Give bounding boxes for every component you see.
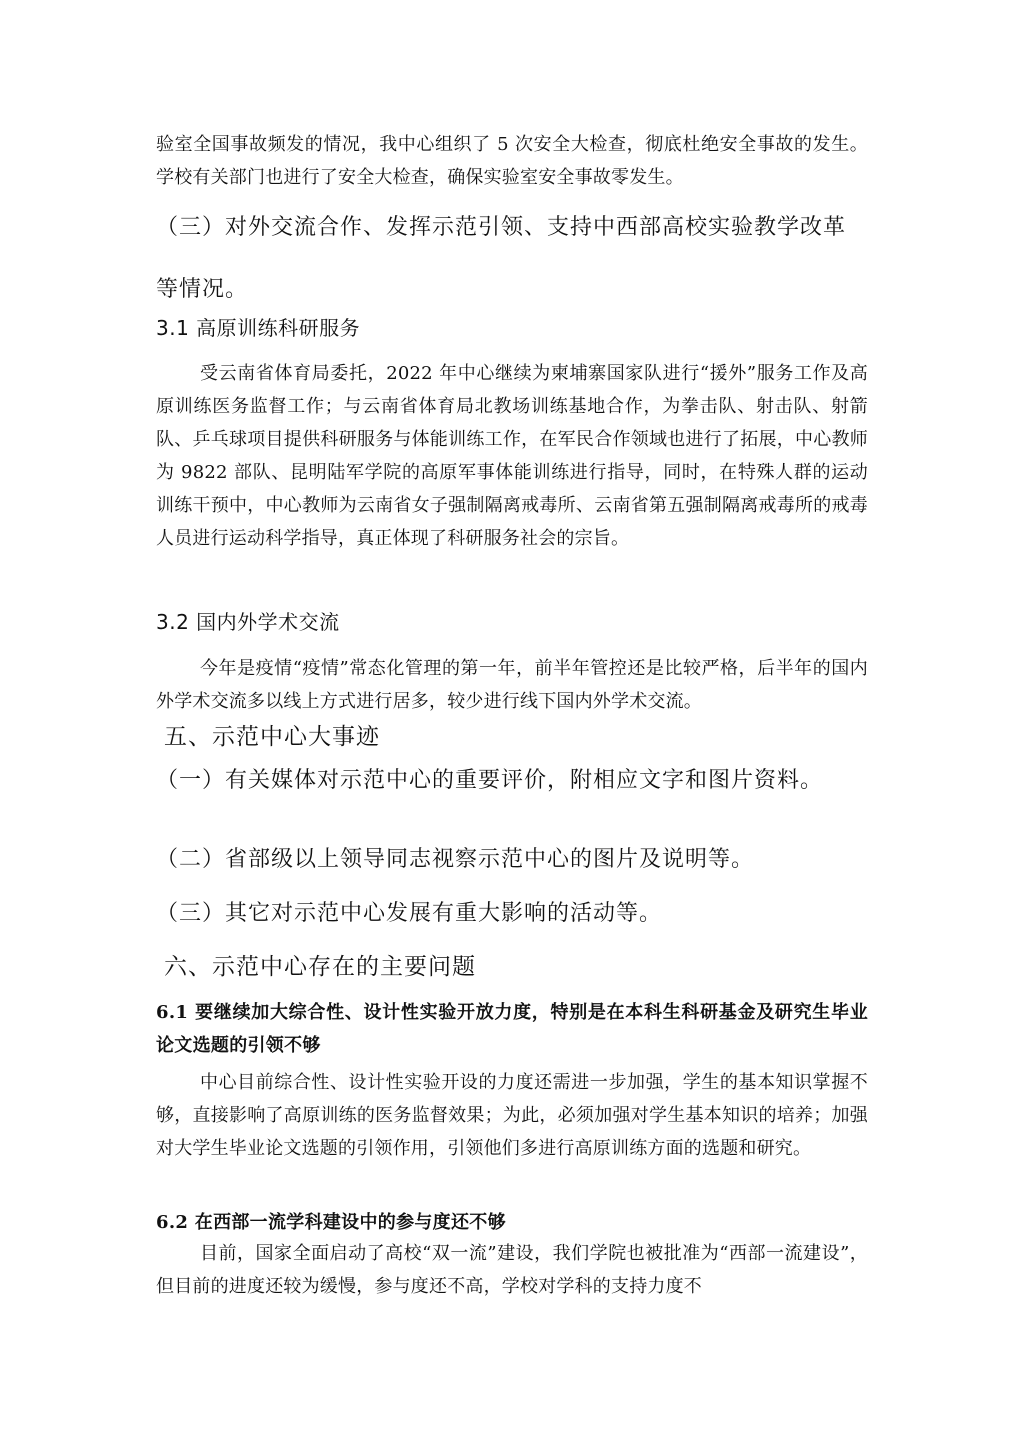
section-3-heading: （三）对外交流合作、发挥示范引领、支持中西部高校实验教学改革等情况。 [156, 215, 847, 302]
section-3-2-body: 今年是疫情“疫情”常态化管理的第一年，前半年管控还是比较严格，后半年的国内外学术交流多以线上方式进行居多，较少进行线下国内外学术交流。 [156, 658, 868, 712]
section-6-2-title: 6.2 在西部一流学科建设中的参与度还不够 [156, 1212, 506, 1233]
section-5-title: 五、示范中心大事迹 [164, 724, 380, 750]
section-6-1-body: 中心目前综合性、设计性实验开设的力度还需进一步加强，学生的基本知识掌握不够，直接影响了高原训练的医务监督效果；为此，必须加强对学生基本知识的培养；加强对大学生毕业论文选题的引领作用，引领他们多进行高原训练方面的选题和研究。 [156, 1072, 868, 1159]
section-6-title: 六、示范中心存在的主要问题 [164, 954, 476, 980]
section-3-2-title: 3.2 国内外学术交流 [156, 610, 340, 634]
section-5-item-1: （一）有关媒体对示范中心的重要评价，附相应文字和图片资料。 [156, 768, 824, 793]
section-6-1-title: 6.1 要继续加大综合性、设计性实验开放力度，特别是在本科生科研基金及研究生毕业论文选题的引领不够 [156, 1002, 868, 1056]
intro-paragraph: 验室全国事故频发的情况，我中心组织了 5 次安全大检查，彻底杜绝安全事故的发生。学校有关部门也进行了安全大检查，确保实验室安全事故零发生。 [156, 134, 868, 188]
section-3-1-body: 受云南省体育局委托，2022 年中心继续为柬埔寨国家队进行“援外”服务工作及高原训练医务监督工作；与云南省体育局北教场训练基地合作，为拳击队、射击队、射箭队、乒乓球项目提供科研服务与体能训练工作，在军民合作领域也进行了拓展，中心教师为 9822 部队、昆明陆军学院的高原军事体能训练进行指导，同时，在特殊人群的运动训练干预中，中心教师为云南省女子强制隔离戒毒所、云南省第五强制隔离戒毒所的戒毒人员进行运动科学指导，真正体现了科研服务社会的宗旨。 [156, 363, 868, 549]
section-5-item-3: （三）其它对示范中心发展有重大影响的活动等。 [156, 901, 663, 926]
section-6-2-body: 目前，国家全面启动了高校“双一流”建设，我们学院也被批准为“西部一流建设”，但目前的进度还较为缓慢，参与度还不高，学校对学科的支持力度不 [156, 1243, 868, 1297]
section-5-item-2: （二）省部级以上领导同志视察示范中心的图片及说明等。 [156, 847, 755, 872]
section-3-1-title: 3.1 高原训练科研服务 [156, 316, 361, 340]
